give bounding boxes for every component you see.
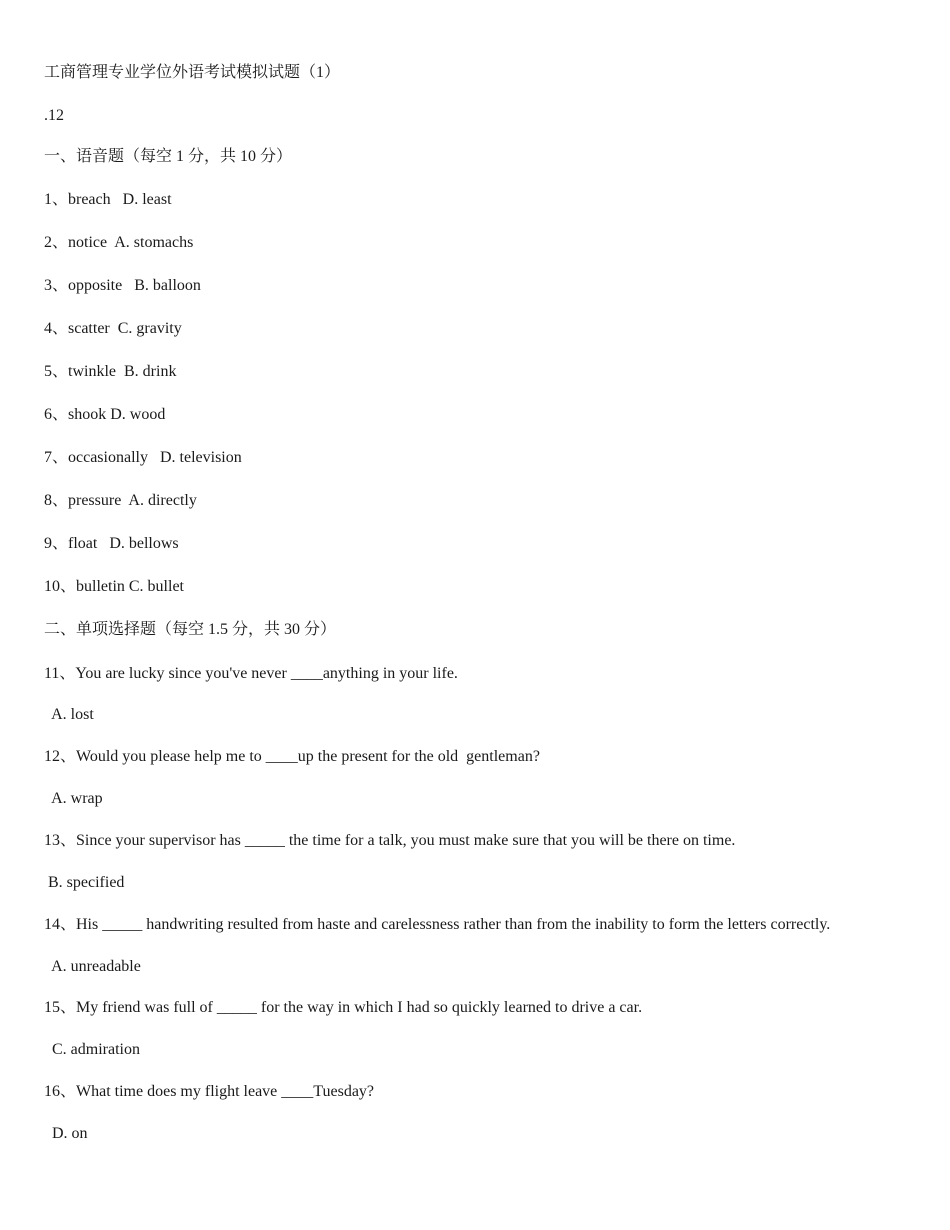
question-text: 14、His _____ handwriting resulted from haste and carelessness rather than from the inability to form the letters correctly.	[44, 916, 831, 933]
answer-text: A. lost	[44, 706, 94, 723]
question-text: 11、You are lucky since you've never ____anything in your life.	[44, 665, 458, 682]
phonetics-item: 3、opposite B. balloon	[44, 277, 201, 294]
question-text: 12、Would you please help me to ____up the present for the old gentleman?	[44, 748, 540, 765]
document-date: .12	[44, 107, 64, 124]
answer-text: A. unreadable	[44, 958, 141, 975]
section-heading-choice: 二、单项选择题（每空 1.5 分，共 30 分）	[44, 621, 337, 638]
question-text: 13、Since your supervisor has _____ the time for a talk, you must make sure that you will be there on time.	[44, 832, 736, 849]
phonetics-item: 5、twinkle B. drink	[44, 363, 177, 380]
answer-text: D. on	[44, 1125, 88, 1142]
document-title: 工商管理专业学位外语考试模拟试题（1）	[44, 64, 341, 81]
section-heading-phonetics: 一、语音题（每空 1 分，共 10 分）	[44, 148, 293, 165]
phonetics-item: 7、occasionally D. television	[44, 449, 242, 466]
phonetics-item: 6、shook D. wood	[44, 406, 166, 423]
phonetics-item: 4、scatter C. gravity	[44, 320, 182, 337]
question-text: 15、My friend was full of _____ for the way in which I had so quickly learned to drive a car.	[44, 999, 643, 1016]
question-text: 16、What time does my flight leave ____Tuesday?	[44, 1083, 375, 1100]
answer-text: A. wrap	[44, 790, 103, 807]
phonetics-item: 1、breach D. least	[44, 191, 172, 208]
phonetics-item: 10、bulletin C. bullet	[44, 578, 184, 595]
phonetics-item: 8、pressure A. directly	[44, 492, 197, 509]
answer-text: B. specified	[44, 874, 125, 891]
answer-text: C. admiration	[44, 1041, 140, 1058]
phonetics-item: 9、float D. bellows	[44, 535, 179, 552]
phonetics-item: 2、notice A. stomachs	[44, 234, 194, 251]
